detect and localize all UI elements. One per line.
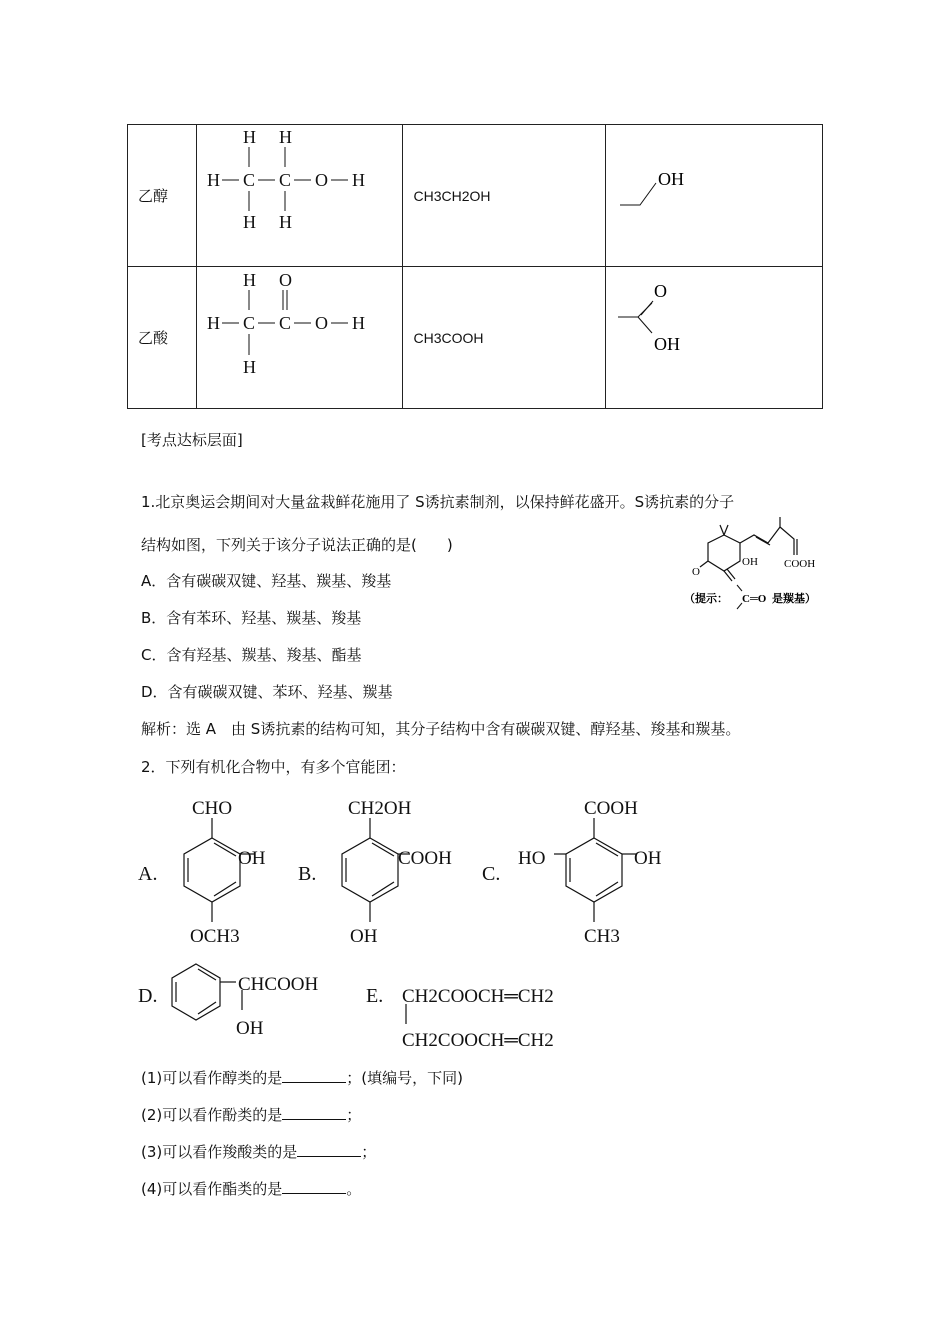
simplified-formula: CH3CH2OH bbox=[403, 125, 606, 267]
question-text: (1)可以看作醇类的是 bbox=[141, 1069, 283, 1087]
answer-blank[interactable] bbox=[297, 1144, 361, 1157]
q1-option-a: A．含有碳碳双键、羟基、羰基、羧基 bbox=[141, 572, 392, 590]
s-abscisic-acid-figure bbox=[680, 515, 830, 610]
q1-option-d: D．含有碳碳双键、苯环、羟基、羰基 bbox=[141, 683, 393, 701]
svg-text:C: C bbox=[279, 313, 292, 333]
q1-option-c: C．含有羟基、羰基、羧基、酯基 bbox=[141, 646, 362, 664]
svg-text:H: H bbox=[352, 313, 366, 333]
structural-formula-acetic-acid bbox=[197, 267, 403, 409]
d-chcooh: CHCOOH bbox=[238, 974, 319, 995]
o-label: O bbox=[653, 281, 667, 301]
b-ch2oh: CH2OH bbox=[348, 798, 412, 819]
label-e: E. bbox=[366, 985, 384, 1007]
structure-table bbox=[127, 124, 823, 409]
label-c: C. bbox=[482, 863, 501, 885]
svg-text:O: O bbox=[315, 313, 329, 333]
q1-stem-line2: 结构如图，下列关于该分子说法正确的是( ) bbox=[141, 536, 453, 554]
e-line1: CH2COOCH═CH2 bbox=[402, 986, 554, 1007]
q2-question-4 bbox=[141, 1178, 361, 1199]
line-formula-acetic-acid bbox=[605, 267, 822, 409]
q1-stem-line1: 1.北京奥运会期间对大量盆栽鲜花施用了 S诱抗素制剂，以保持鲜花盛开。S诱抗素的分子 bbox=[141, 493, 735, 511]
oh-label: OH bbox=[657, 169, 684, 189]
q2-structures-de bbox=[130, 960, 610, 1055]
svg-text:H: H bbox=[352, 170, 366, 190]
question-tail: ； bbox=[346, 1106, 362, 1124]
svg-text:C: C bbox=[243, 313, 256, 333]
svg-text:H: H bbox=[207, 313, 221, 333]
q2-structures-abc bbox=[130, 790, 690, 960]
svg-text:O: O bbox=[315, 170, 329, 190]
svg-text:C: C bbox=[279, 170, 292, 190]
q2-question-2 bbox=[141, 1104, 361, 1125]
oh-label: OH bbox=[653, 334, 680, 354]
label-a: A. bbox=[138, 863, 158, 885]
c-oh: OH bbox=[634, 848, 662, 869]
c-cooh: COOH bbox=[584, 798, 638, 819]
cooh-label: COOH bbox=[784, 558, 816, 570]
question-text: (2)可以看作酚类的是 bbox=[141, 1106, 283, 1124]
svg-text:H: H bbox=[243, 127, 257, 147]
svg-text:H: H bbox=[243, 212, 257, 232]
c-ch3: CH3 bbox=[584, 926, 620, 947]
question-tail: 。 bbox=[346, 1180, 362, 1198]
q1-analysis: 解析：选 A 由 S诱抗素的结构可知，其分子结构中含有碳碳双键、醇羟基、羧基和羰基。 bbox=[141, 720, 741, 738]
line-formula-ethanol bbox=[605, 125, 822, 267]
hint-carbonyl: C═O bbox=[742, 593, 767, 605]
svg-text:H: H bbox=[207, 170, 221, 190]
simplified-formula: CH3COOH bbox=[403, 267, 606, 409]
svg-text:O: O bbox=[279, 270, 293, 290]
section-heading: [考点达标层面] bbox=[141, 431, 243, 449]
question-text: (4)可以看作酯类的是 bbox=[141, 1180, 283, 1198]
b-cooh: COOH bbox=[398, 848, 452, 869]
o-label: O bbox=[692, 566, 700, 578]
label-d: D. bbox=[138, 985, 158, 1007]
compound-name: 乙酸 bbox=[128, 267, 197, 409]
question-text: (3)可以看作羧酸类的是 bbox=[141, 1143, 298, 1161]
e-line2: CH2COOCH═CH2 bbox=[402, 1030, 554, 1051]
answer-blank[interactable] bbox=[282, 1181, 346, 1194]
hint-suffix: 是羰基） bbox=[772, 593, 816, 605]
svg-text:H: H bbox=[279, 127, 293, 147]
c-ho: HO bbox=[518, 848, 546, 869]
table-row bbox=[128, 267, 823, 409]
question-tail: ； bbox=[361, 1143, 377, 1161]
q2-question-3 bbox=[141, 1141, 376, 1162]
svg-text:H: H bbox=[243, 357, 257, 377]
a-oh: OH bbox=[238, 848, 266, 869]
oh-label: OH bbox=[742, 556, 758, 568]
q2-question-1 bbox=[141, 1067, 463, 1088]
svg-text:C: C bbox=[243, 170, 256, 190]
label-b: B. bbox=[298, 863, 317, 885]
hint-prefix: （提示： bbox=[684, 593, 728, 605]
b-oh: OH bbox=[350, 926, 378, 947]
answer-blank[interactable] bbox=[282, 1107, 346, 1120]
a-och3: OCH3 bbox=[190, 926, 240, 947]
structural-formula-ethanol bbox=[197, 125, 403, 267]
question-tail: ；(填编号，下同) bbox=[346, 1069, 463, 1087]
compound-name: 乙醇 bbox=[128, 125, 197, 267]
answer-blank[interactable] bbox=[282, 1070, 346, 1083]
q1-option-b: B．含有苯环、羟基、羰基、羧基 bbox=[141, 609, 362, 627]
svg-text:H: H bbox=[243, 270, 257, 290]
table-row bbox=[128, 125, 823, 267]
a-cho: CHO bbox=[192, 798, 233, 819]
svg-text:H: H bbox=[279, 212, 293, 232]
q2-title: 2．下列有机化合物中，有多个官能团： bbox=[141, 758, 406, 776]
d-oh: OH bbox=[236, 1018, 264, 1039]
